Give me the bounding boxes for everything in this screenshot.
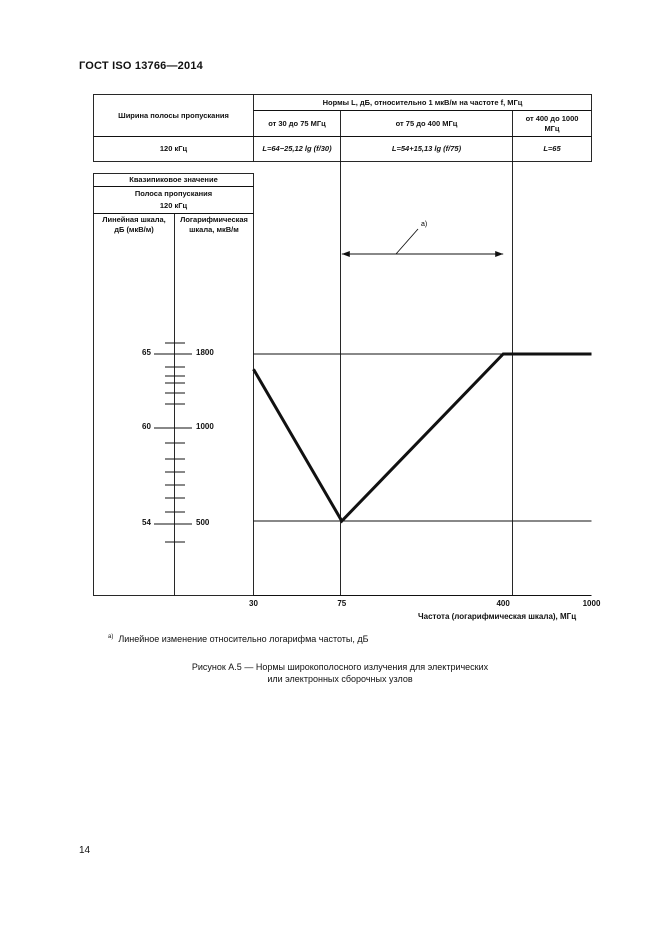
caption-line-2: или электронных сборочных узлов — [267, 674, 413, 684]
norm-header: Нормы L, дБ, относительно 1 мкВ/м на частоте f, МГц — [322, 97, 523, 107]
linear-tick-label: 65 — [142, 348, 151, 357]
range-75-400: от 75 до 400 МГц — [395, 118, 458, 128]
range-30-75: от 30 до 75 МГц — [268, 118, 326, 128]
figure-caption — [150, 661, 530, 685]
footnote-text: Линейное изменение относительно логарифма частоты, дБ — [118, 634, 369, 644]
series-line-0 — [254, 354, 592, 521]
range-400-1000: от 400 до 1000 МГц — [525, 113, 579, 133]
x-tick-label: 30 — [249, 599, 258, 608]
annotation-arrowhead-left — [342, 251, 350, 257]
log-scale-header: Логарифмическая шкала, мкВ/м — [180, 215, 248, 234]
footnote-marker: а) — [108, 634, 114, 640]
log-tick-label: 1000 — [196, 422, 214, 431]
scale-bandwidth-label: Полоса пропускания — [134, 188, 213, 198]
log-tick-label: 500 — [196, 518, 210, 527]
footnote — [108, 634, 369, 644]
linear-tick-label: 60 — [142, 422, 151, 431]
x-tick-label: 75 — [337, 599, 347, 608]
x-axis-label: Частота (логарифмическая шкала), МГц — [418, 612, 577, 621]
x-tick-label: 400 — [496, 599, 510, 608]
formula-75-400: L=54+15,13 lg (f/75) — [391, 144, 462, 153]
formula-30-75: L=64−25,12 lg (f/30) — [262, 144, 332, 153]
linear-tick-label: 54 — [142, 518, 151, 527]
quasi-peak-title: Квазипиковое значение — [129, 175, 218, 184]
scale-bandwidth-value: 120 кГц — [159, 200, 188, 210]
page-number: 14 — [79, 845, 91, 856]
bandwidth-value: 120 кГц — [159, 144, 188, 153]
annotation-label: а) — [421, 221, 428, 228]
x-tick-label: 1000 — [582, 599, 601, 608]
formula-400-1000: L=65 — [543, 144, 561, 153]
annotation-leader — [396, 229, 418, 254]
annotation-arrowhead-right — [495, 251, 503, 257]
caption-line-1: Рисунок А.5 — Нормы широкополосного излучения для электрических — [191, 662, 489, 672]
document-header: ГОСТ ISO 13766—2014 — [79, 60, 203, 72]
bandwidth-header: Ширина полосы пропускания — [118, 110, 229, 120]
linear-scale-header: Линейная шкала, дБ (мкВ/м) — [102, 215, 166, 234]
log-tick-label: 1800 — [196, 348, 214, 357]
